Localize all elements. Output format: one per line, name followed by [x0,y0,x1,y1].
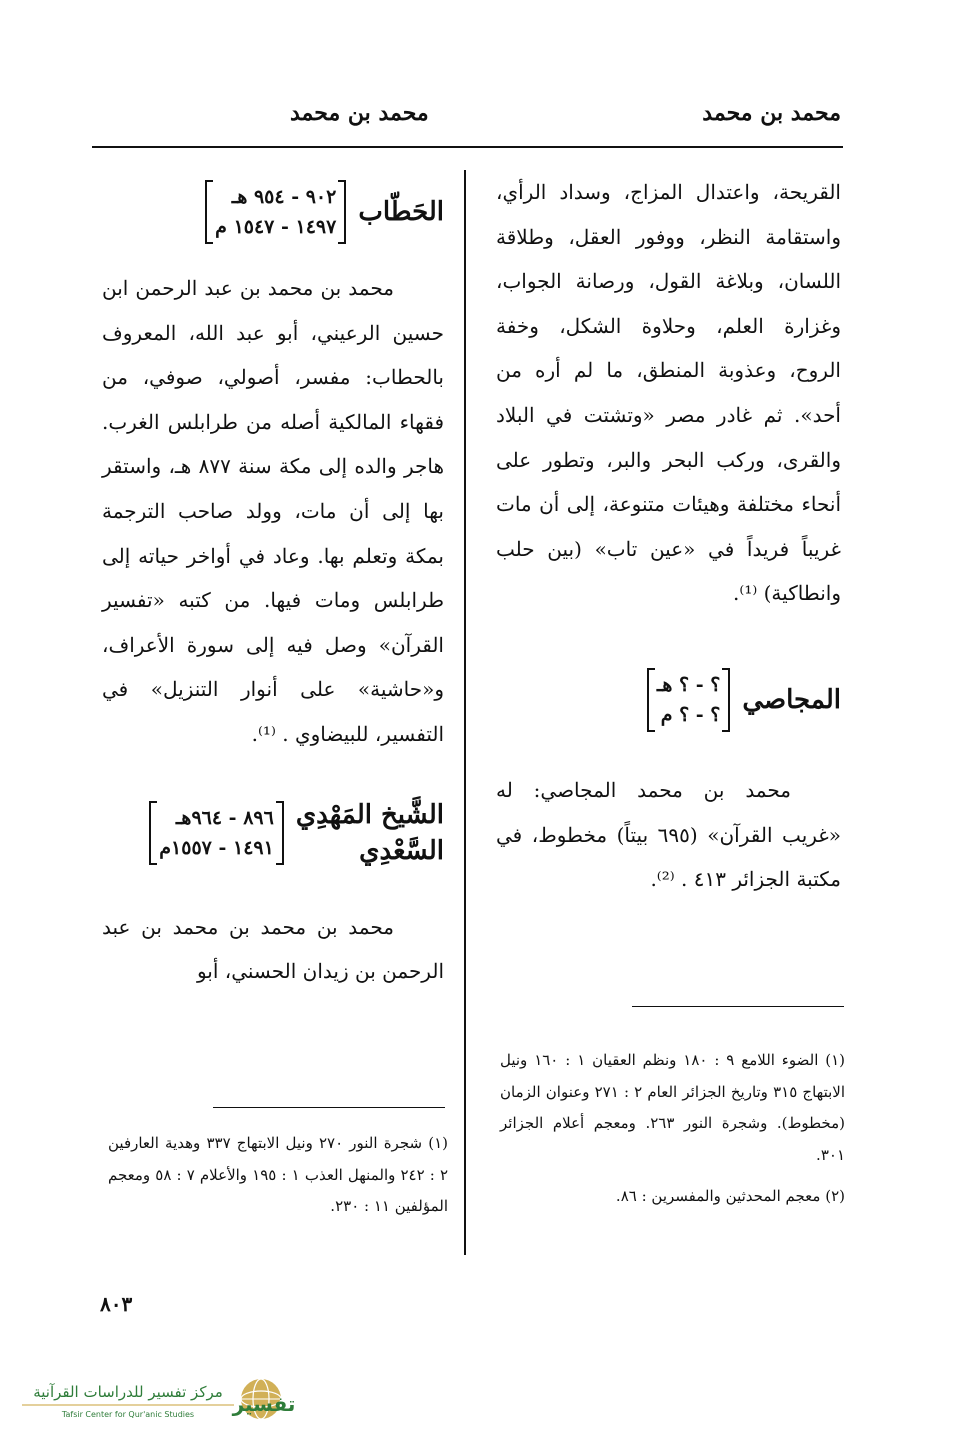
dates-hijri: ؟ - ؟ هـ [656,673,721,696]
footnote-1: (١) الضوء اللامع ٩ : ١٨٠ ونظم العقيان ١ : ١٦٠ ونيل الابتهاج ٣١٥ وتاريخ الجزائر العام ٢ : ٢٧١ وعنوان الزمان (مخطوط). وشجرة النور ٢٦٣. ومعجم أعلام الجزائر ٣٠١. [500,1051,846,1164]
running-header-right: محمد بن محمد [702,100,841,126]
footnote-1: (١) شجرة النور ٢٧٠ ونيل الابتهاج ٣٣٧ وهدية العارفين ٢ : ٢٤٢ والمنهل العذب ١ : ١٩٥ والأعلام ٧ : ٥٨ ومعجم المؤلفين ١١ : ٢٣٠. [108,1134,449,1215]
logo-arabic-name: مركز تفسير للدراسات القرآنية [33,1383,223,1401]
footnote-2: (٢) معجم المحدثين والمفسرين : ٨٦. [615,1187,845,1205]
entry-name [296,797,444,869]
dates-hijri: ٨٩٦ - ٩٦٤هـ [175,806,274,829]
footnotes-right [500,1045,845,1213]
entry-name: المجاصي [742,684,841,715]
header-rule [92,146,843,148]
entry-name-line-2: السَّعْدِي [359,835,444,866]
continued-paragraph: القريحة، واعتدال المزاج، وسداد الرأي، واستقامة النظر، ووفور العقل، وطلاقة اللسان، وبلاغة القول، ورصانة الجواب، وغزارة العلم، وحلاوة الشكل، وخفة الروح، وعذوبة المنطق، ما لم أره من أحد». ثم غادر مصر «وتشتت في البلاد والقرى، وركب البحر والبر، وتطور على أنحاء مختلفة وهيئات متنوعة، إلى أن مات غريباً فريداً في «عين تاب» (بين حلب وانطاكية) ⁽¹⁾. [496,180,841,606]
logo-mark: تفسير [232,1392,296,1416]
dates-gregorian: ١٤٩١ - ١٥٥٧م [159,836,274,859]
entry-name: الحَطّاب [358,197,444,227]
footnote-rule-left [213,1107,445,1108]
entry-heading-mahdi [102,797,444,869]
entry-text: محمد بن محمد بن محمد بن عبد الرحمن بن زيدان الحسني، أبو [102,914,444,984]
left-column [102,180,444,994]
dates-hijri: ٩٠٢ - ٩٥٤ هـ [231,186,337,208]
tafsir-center-logo [14,1375,296,1427]
entry-dates-box [647,668,731,732]
right-column [496,170,841,902]
entry-text: محمد بن محمد بن عبد الرحمن ابن حسين الرعيني، أبو عبد الله، المعروف بالحطاب: مفسر، أصولي، صوفي، من فقهاء المالكية أصله من طرابلس الغرب. هاجر والده إلى مكة سنة ٨٧٧ هـ، واستقر بها إلى أن مات، وولد صاحب الترجمة بمكة وتعلم بها. وعاد في أواخر حياته إلى طرابلس ومات فيها. من كتبه «تفسير القرآن» وصل فيه إلى سورة الأعراف، و«حاشية» على أنوار التنزيل» في التفسير، للبيضاوي . ⁽¹⁾. [102,276,444,746]
entry-text: محمد بن محمد المجاصي: له «غريب القرآن» (٦٩٥ بيتاً) مخطوط، في مكتبة الجزائر ٤١٣ . ⁽²⁾. [496,777,841,892]
entry-name-line-1: الشَّيخ المَهْدِي [295,799,444,830]
column-divider [464,170,466,1255]
footnote-rule-right [632,1006,844,1007]
footnotes-left [108,1128,448,1223]
page-number: ٨٠٣ [100,1292,133,1316]
dates-gregorian: ؟ - ؟ م [660,703,721,726]
entry-dates-box [205,180,346,244]
entry-dates-box [149,801,284,865]
entry-heading-majasi [496,668,841,732]
running-header-left: محمد بن محمد [290,100,429,126]
dates-gregorian: ١٤٩٧ - ١٥٤٧ م [215,216,337,238]
entry-heading-hattab [102,180,444,244]
logo-english-name: Tafsir Center for Qur'anic Studies [61,1410,195,1419]
